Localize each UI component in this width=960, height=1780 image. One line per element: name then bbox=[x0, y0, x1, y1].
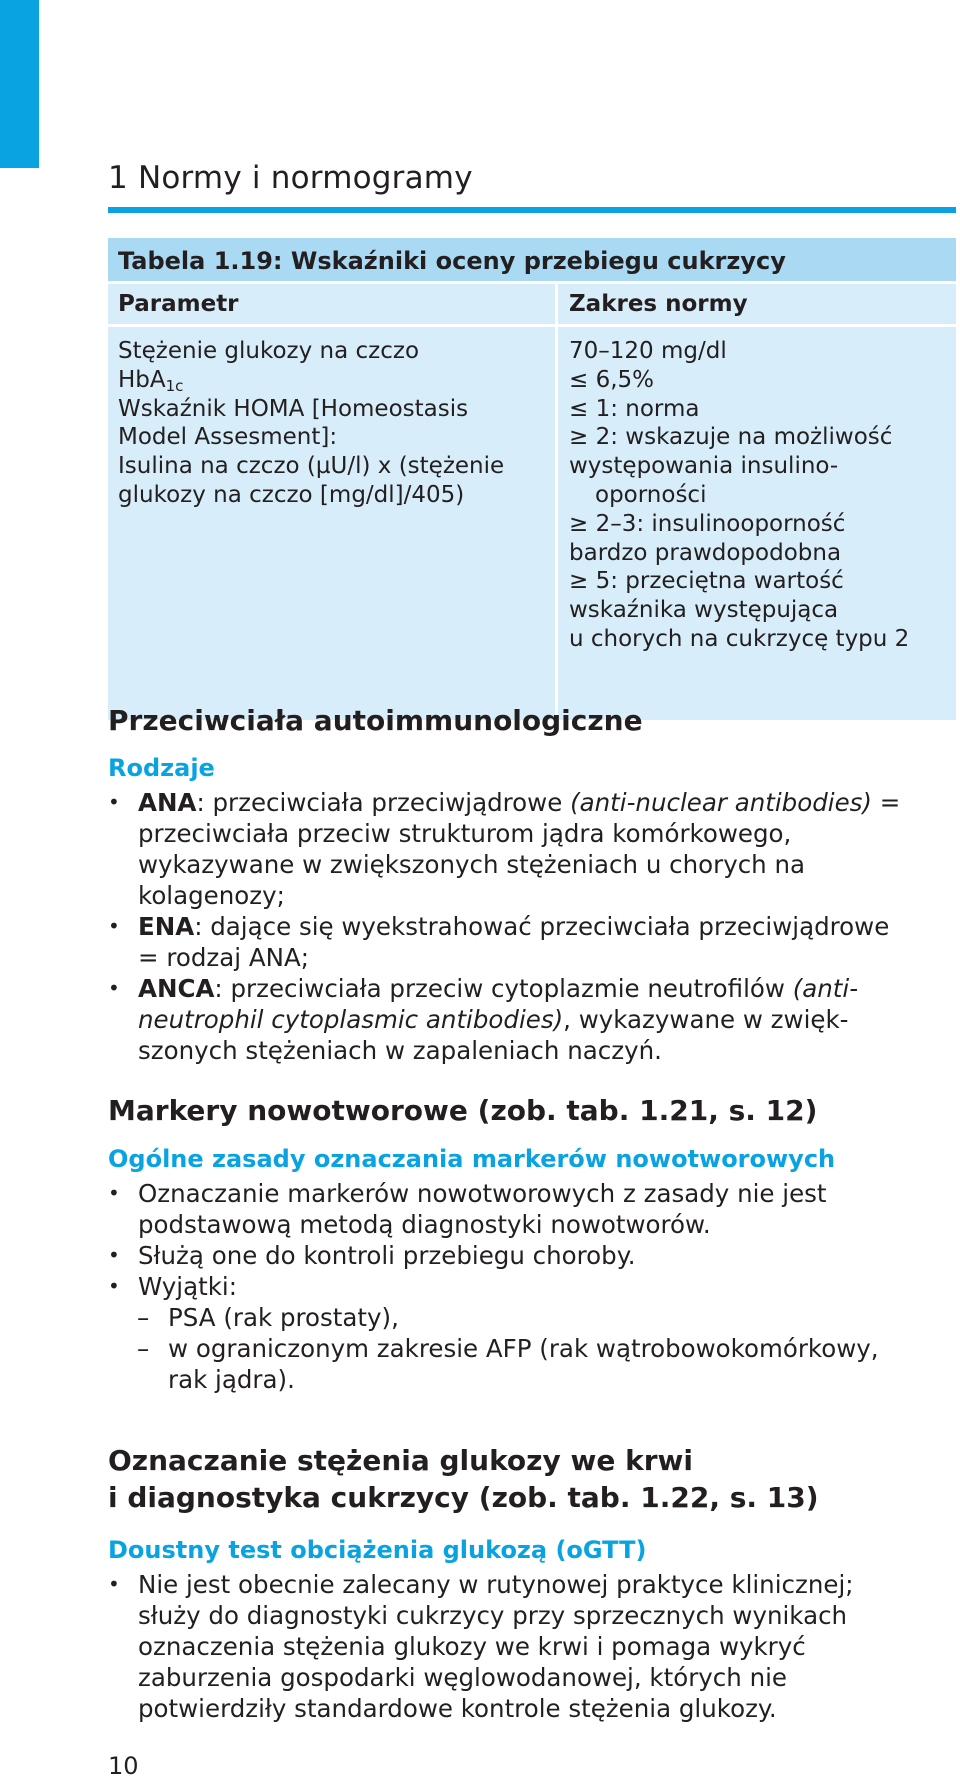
list-item bbox=[108, 1271, 879, 1302]
anca-text: : przeciwciała przeciw cytoplazmie neutrofilów bbox=[214, 974, 793, 1003]
dash: – bbox=[137, 1303, 150, 1332]
bullet: • bbox=[108, 790, 120, 814]
param-line: Stężenie glukozy na czczo bbox=[118, 338, 420, 364]
ena-text: = rodzaj ANA; bbox=[138, 943, 309, 972]
table-caption: Tabela 1.19: Wskaźniki oceny przebiegu cukrzycy bbox=[108, 238, 956, 281]
markers-text: podstawową metodą diagnostyki nowotworów. bbox=[138, 1210, 711, 1239]
abbr-ena: ENA bbox=[138, 912, 195, 941]
ena-text: : dające się wyekstrahować przeciwciała przeciwjądrowe bbox=[194, 912, 890, 941]
header-param: Parametr bbox=[108, 284, 555, 324]
ana-english: (anti-nuclear antibodies) bbox=[570, 788, 872, 817]
norms-table bbox=[108, 238, 956, 720]
subheading-types: Rodzaje bbox=[108, 754, 215, 782]
list-item bbox=[108, 1569, 854, 1600]
list-item-anca bbox=[108, 973, 900, 1004]
markers-text: Służą one do kontroli przebiegu choroby. bbox=[138, 1241, 636, 1270]
glucose-text: służy do diagnostyki cukrzycy przy sprzecznych wynikach bbox=[138, 1601, 848, 1630]
bullet: • bbox=[108, 1274, 120, 1298]
dash: – bbox=[137, 1334, 150, 1363]
anca-text bbox=[108, 1004, 900, 1035]
anca-text: szonych stężeniach w zapaleniach naczyń. bbox=[138, 1036, 662, 1065]
param-hba-sub: 1c bbox=[165, 376, 184, 395]
param-line: Isulina na czczo (µU/l) x (stężenie bbox=[118, 453, 505, 480]
glucose-text: Nie jest obecnie zalecany w rutynowej praktyce klinicznej; bbox=[138, 1570, 854, 1599]
bullet: • bbox=[108, 976, 120, 1000]
subheading-markers-rules: Ogólne zasady oznaczania markerów nowotworowych bbox=[108, 1145, 836, 1173]
table-body-row bbox=[108, 327, 956, 720]
range-line: ≥ 2–3: insulinooporność bbox=[569, 510, 846, 537]
range-line: 70–120 mg/dl bbox=[569, 338, 727, 364]
sub-list-item bbox=[108, 1302, 879, 1333]
autoimmune-list bbox=[108, 787, 900, 1066]
markers-list bbox=[108, 1178, 879, 1395]
bullet: • bbox=[108, 914, 120, 938]
list-item bbox=[108, 1178, 879, 1209]
bullet: • bbox=[108, 1572, 120, 1596]
list-item-ena bbox=[108, 911, 900, 942]
param-line: Model Assesment]: bbox=[118, 424, 338, 451]
markers-text: PSA (rak prostaty), bbox=[168, 1303, 399, 1332]
range-line: wskaźnika występująca bbox=[569, 597, 839, 624]
header-range: Zakres normy bbox=[558, 284, 956, 324]
glucose-text: zaburzenia gospodarki węglowodanowej, których nie bbox=[138, 1663, 787, 1692]
param-line: Wskaźnik HOMA [Homeostasis bbox=[118, 395, 469, 422]
range-line: ≥ 2: wskazuje na możliwość bbox=[569, 424, 893, 451]
chapter-rule bbox=[108, 207, 956, 213]
range-line: bardzo prawdopodobna bbox=[569, 539, 842, 566]
anca-english: (anti- bbox=[792, 974, 859, 1003]
page-number: 10 bbox=[108, 1752, 139, 1780]
heading-markers: Markery nowotworowe (zob. tab. 1.21, s. 12) bbox=[108, 1094, 818, 1127]
abbr-anca: ANCA bbox=[138, 974, 215, 1003]
glucose-text: oznaczenia stężenia glukozy we krwi i pomaga wykryć bbox=[138, 1632, 806, 1661]
abbr-ana: ANA bbox=[138, 788, 197, 817]
ana-text: = bbox=[871, 788, 901, 817]
ana-text: wykazywane w zwiększonych stężeniach u chorych na bbox=[138, 850, 806, 879]
bullet: • bbox=[108, 1243, 120, 1267]
chapter-side-tab bbox=[0, 0, 39, 168]
list-item bbox=[108, 1240, 879, 1271]
chapter-title: 1 Normy i normogramy bbox=[108, 160, 473, 196]
ana-text: przeciwciała przeciw strukturom jądra komórkowego, bbox=[138, 819, 792, 848]
table-header-row bbox=[108, 284, 956, 324]
markers-text: Oznaczanie markerów nowotworowych z zasady nie jest bbox=[138, 1179, 827, 1208]
markers-text: w ograniczonym zakresie AFP (rak wątrobowokomórkowy, bbox=[168, 1334, 879, 1363]
glucose-text: potwierdziły standardowe kontrole stężenia glukozy. bbox=[138, 1694, 777, 1723]
heading-glucose-line2: i diagnostyka cukrzycy (zob. tab. 1.22, s. 13) bbox=[108, 1481, 819, 1514]
range-line: występowania insulino- bbox=[569, 453, 839, 480]
param-cell bbox=[108, 327, 555, 720]
range-line: oporności bbox=[595, 481, 707, 508]
param-line bbox=[118, 366, 555, 395]
subheading-ogtt: Doustny test obciążenia glukozą (oGTT) bbox=[108, 1536, 647, 1564]
list-item-ana bbox=[108, 787, 900, 818]
param-hba: HbA bbox=[118, 366, 166, 393]
heading-autoimmune: Przeciwciała autoimmunologiczne bbox=[108, 704, 643, 737]
range-line: ≤ 6,5% bbox=[569, 366, 655, 393]
anca-english: neutrophil cytoplasmic antibodies) bbox=[138, 1005, 564, 1034]
range-cell bbox=[558, 327, 956, 720]
sub-list-item bbox=[108, 1333, 879, 1364]
markers-text: Wyjątki: bbox=[138, 1272, 237, 1301]
range-line: ≤ 1: norma bbox=[569, 395, 700, 422]
markers-text: rak jądra). bbox=[168, 1365, 295, 1394]
ana-text: : przeciwciała przeciwjądrowe bbox=[196, 788, 571, 817]
range-line: ≥ 5: przeciętna wartość bbox=[569, 568, 844, 595]
anca-text: , wykazywane w zwięk- bbox=[563, 1005, 849, 1034]
bullet: • bbox=[108, 1181, 120, 1205]
range-line: u chorych na cukrzycę typu 2 bbox=[569, 625, 910, 652]
glucose-list bbox=[108, 1569, 854, 1724]
ana-text: kolagenozy; bbox=[138, 881, 285, 910]
heading-glucose-line1: Oznaczanie stężenia glukozy we krwi bbox=[108, 1444, 693, 1477]
param-line: glukozy na czczo [mg/dl]/405) bbox=[118, 481, 465, 508]
